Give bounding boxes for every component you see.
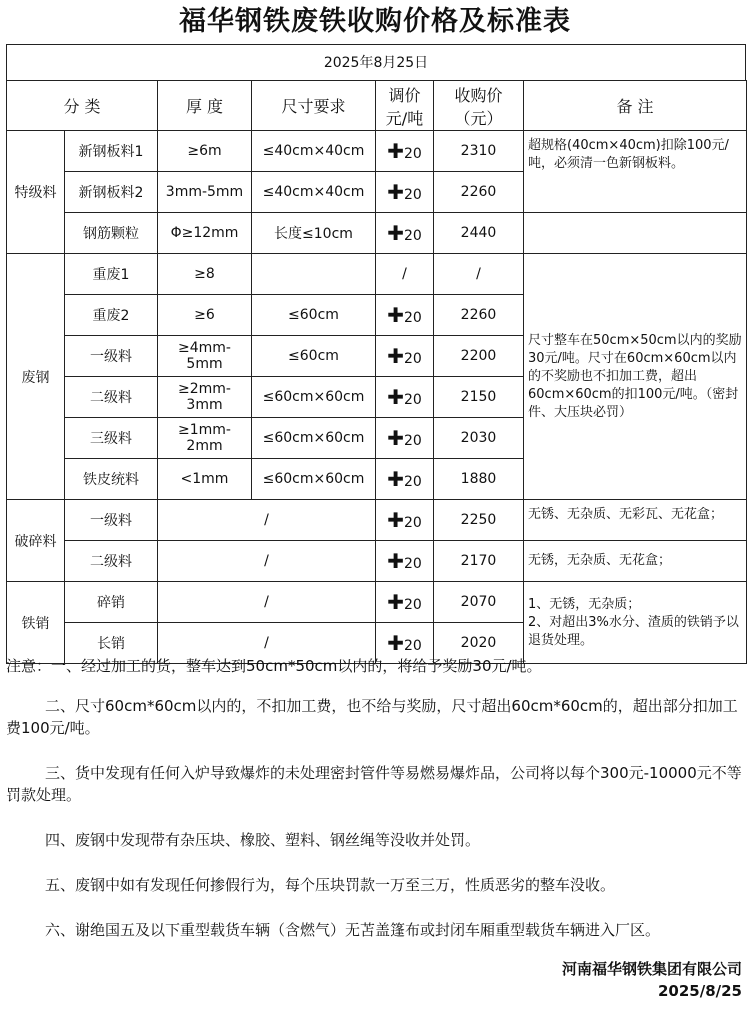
remark-pin: 1、无锈，无杂质； 2、对超出3%水分、渣质的铁销予以退货处理。 (524, 582, 747, 664)
header-price: 收购价（元） (434, 81, 524, 131)
item-name: 二级料 (65, 377, 158, 418)
item-adjust: / (376, 254, 434, 295)
remark-crushed-2: 无锈，无杂质、无花盒； (524, 541, 747, 582)
item-thickness: / (158, 500, 376, 541)
table-row (7, 582, 747, 623)
plus-icon: ✚ (387, 303, 404, 327)
item-size: ≤40cm×40cm (252, 131, 376, 172)
item-size: ≤60cm×60cm (252, 459, 376, 500)
item-thickness: ≥6 (158, 295, 252, 336)
header-adjust: 调价元/吨 (376, 81, 434, 131)
note-6: 六、谢绝国五及以下重型载货车辆（含燃气）无苫盖篷布或封闭车厢重型载货车辆进入厂区。 (45, 921, 661, 939)
item-size: ≤60cm×60cm (252, 418, 376, 459)
item-size: ≤60cm (252, 336, 376, 377)
group-crushed: 破碎料 (7, 500, 65, 582)
plus-icon: ✚ (387, 631, 404, 655)
company-name: 河南福华钢铁集团有限公司 (561, 960, 742, 978)
item-price: 2020 (434, 623, 524, 664)
item-thickness: Φ≥12mm (158, 213, 252, 254)
item-price: / (434, 254, 524, 295)
item-thickness: <1mm (158, 459, 252, 500)
item-thickness: ≥8 (158, 254, 252, 295)
note-4: 四、废钢中发现带有杂压块、橡胶、塑料、钢丝绳等没收并处罚。 (45, 831, 481, 849)
item-name: 铁皮统料 (65, 459, 158, 500)
plus-icon: ✚ (387, 590, 404, 614)
item-price: 2200 (434, 336, 524, 377)
item-thickness: ≥6m (158, 131, 252, 172)
item-size: ≤60cm (252, 295, 376, 336)
table-row (7, 131, 747, 172)
item-size: ≤40cm×40cm (252, 172, 376, 213)
group-scrap: 废钢 (7, 254, 65, 500)
group-pin: 铁销 (7, 582, 65, 664)
item-name: 一级料 (65, 336, 158, 377)
plus-icon: ✚ (387, 221, 404, 245)
header-category: 分 类 (7, 81, 158, 131)
item-thickness: / (158, 623, 376, 664)
item-adjust: ✚20 (376, 418, 434, 459)
signature-block (562, 958, 742, 1002)
table-date: 2025年8月25日 (6, 44, 746, 80)
item-price: 2030 (434, 418, 524, 459)
plus-icon: ✚ (387, 139, 404, 163)
notes-section (6, 655, 746, 964)
item-price: 1880 (434, 459, 524, 500)
item-size: 长度≤10cm (252, 213, 376, 254)
table-row (7, 500, 747, 541)
item-name: 长销 (65, 623, 158, 664)
header-remark: 备 注 (524, 81, 747, 131)
item-name: 一级料 (65, 500, 158, 541)
remark-crushed-1: 无锈、无杂质、无彩瓦、无花盒； (524, 500, 747, 541)
item-name: 碎销 (65, 582, 158, 623)
remark-empty (524, 213, 747, 254)
sign-date: 2025/8/25 (657, 982, 742, 1000)
item-name: 钢筋颗粒 (65, 213, 158, 254)
item-price: 2440 (434, 213, 524, 254)
header-thickness: 厚 度 (158, 81, 252, 131)
item-adjust: ✚20 (376, 295, 434, 336)
item-price: 2250 (434, 500, 524, 541)
item-thickness: ≥2mm-3mm (158, 377, 252, 418)
item-adjust: ✚20 (376, 213, 434, 254)
item-adjust: ✚20 (376, 582, 434, 623)
item-adjust: ✚20 (376, 377, 434, 418)
item-thickness: 3mm-5mm (158, 172, 252, 213)
item-thickness: ≥4mm-5mm (158, 336, 252, 377)
remark-scrap: 尺寸整车在50cm×50cm以内的奖励30元/吨。尺寸在60cm×60cm以内的不奖励也不扣加工费，超出60cm×60cm的扣100元/吨。（密封件、大压块必罚） (524, 254, 747, 500)
item-size (252, 254, 376, 295)
note-2: 二、尺寸60cm*60cm以内的，不扣加工费，也不给与奖励，尺寸超出60cm*60cm的，超出部分扣加工费100元/吨。 (6, 697, 738, 737)
page-title: 福华钢铁废铁收购价格及标准表 (179, 6, 571, 37)
item-adjust: ✚20 (376, 541, 434, 582)
item-name: 新钢板料1 (65, 131, 158, 172)
item-name: 重废1 (65, 254, 158, 295)
plus-icon: ✚ (387, 180, 404, 204)
item-adjust: ✚20 (376, 500, 434, 541)
table-row (7, 541, 747, 582)
item-name: 重废2 (65, 295, 158, 336)
note-1: 注意：一、经过加工的货，整车达到50cm*50cm以内的，将给予奖励30元/吨。 (6, 657, 542, 675)
item-name: 新钢板料2 (65, 172, 158, 213)
item-name: 三级料 (65, 418, 158, 459)
plus-icon: ✚ (387, 426, 404, 450)
item-price: 2150 (434, 377, 524, 418)
item-adjust: ✚20 (376, 172, 434, 213)
item-adjust: ✚20 (376, 131, 434, 172)
item-price: 2260 (434, 172, 524, 213)
item-price: 2260 (434, 295, 524, 336)
note-3: 三、货中发现有任何入炉导致爆炸的未处理密封管件等易燃易爆炸品，公司将以每个300元-10000元不等罚款处理。 (6, 764, 742, 804)
item-thickness: / (158, 582, 376, 623)
plus-icon: ✚ (387, 549, 404, 573)
price-table (6, 80, 747, 664)
table-header-row (7, 81, 747, 131)
table-row (7, 254, 747, 295)
header-size: 尺寸要求 (252, 81, 376, 131)
item-price: 2310 (434, 131, 524, 172)
item-thickness: ≥1mm-2mm (158, 418, 252, 459)
item-size: ≤60cm×60cm (252, 377, 376, 418)
group-special: 特级料 (7, 131, 65, 254)
item-adjust: ✚20 (376, 459, 434, 500)
item-adjust: ✚20 (376, 623, 434, 664)
item-name: 二级料 (65, 541, 158, 582)
item-adjust: ✚20 (376, 336, 434, 377)
plus-icon: ✚ (387, 344, 404, 368)
note-5: 五、废钢中如有发现任何掺假行为，每个压块罚款一万至三万，性质恶劣的整车没收。 (45, 876, 616, 894)
plus-icon: ✚ (387, 385, 404, 409)
item-price: 2170 (434, 541, 524, 582)
item-price: 2070 (434, 582, 524, 623)
table-row (7, 213, 747, 254)
plus-icon: ✚ (387, 467, 404, 491)
plus-icon: ✚ (387, 508, 404, 532)
item-thickness: / (158, 541, 376, 582)
remark-special: 超规格(40cm×40cm)扣除100元/吨，必须清一色新钢板料。 (524, 131, 747, 213)
